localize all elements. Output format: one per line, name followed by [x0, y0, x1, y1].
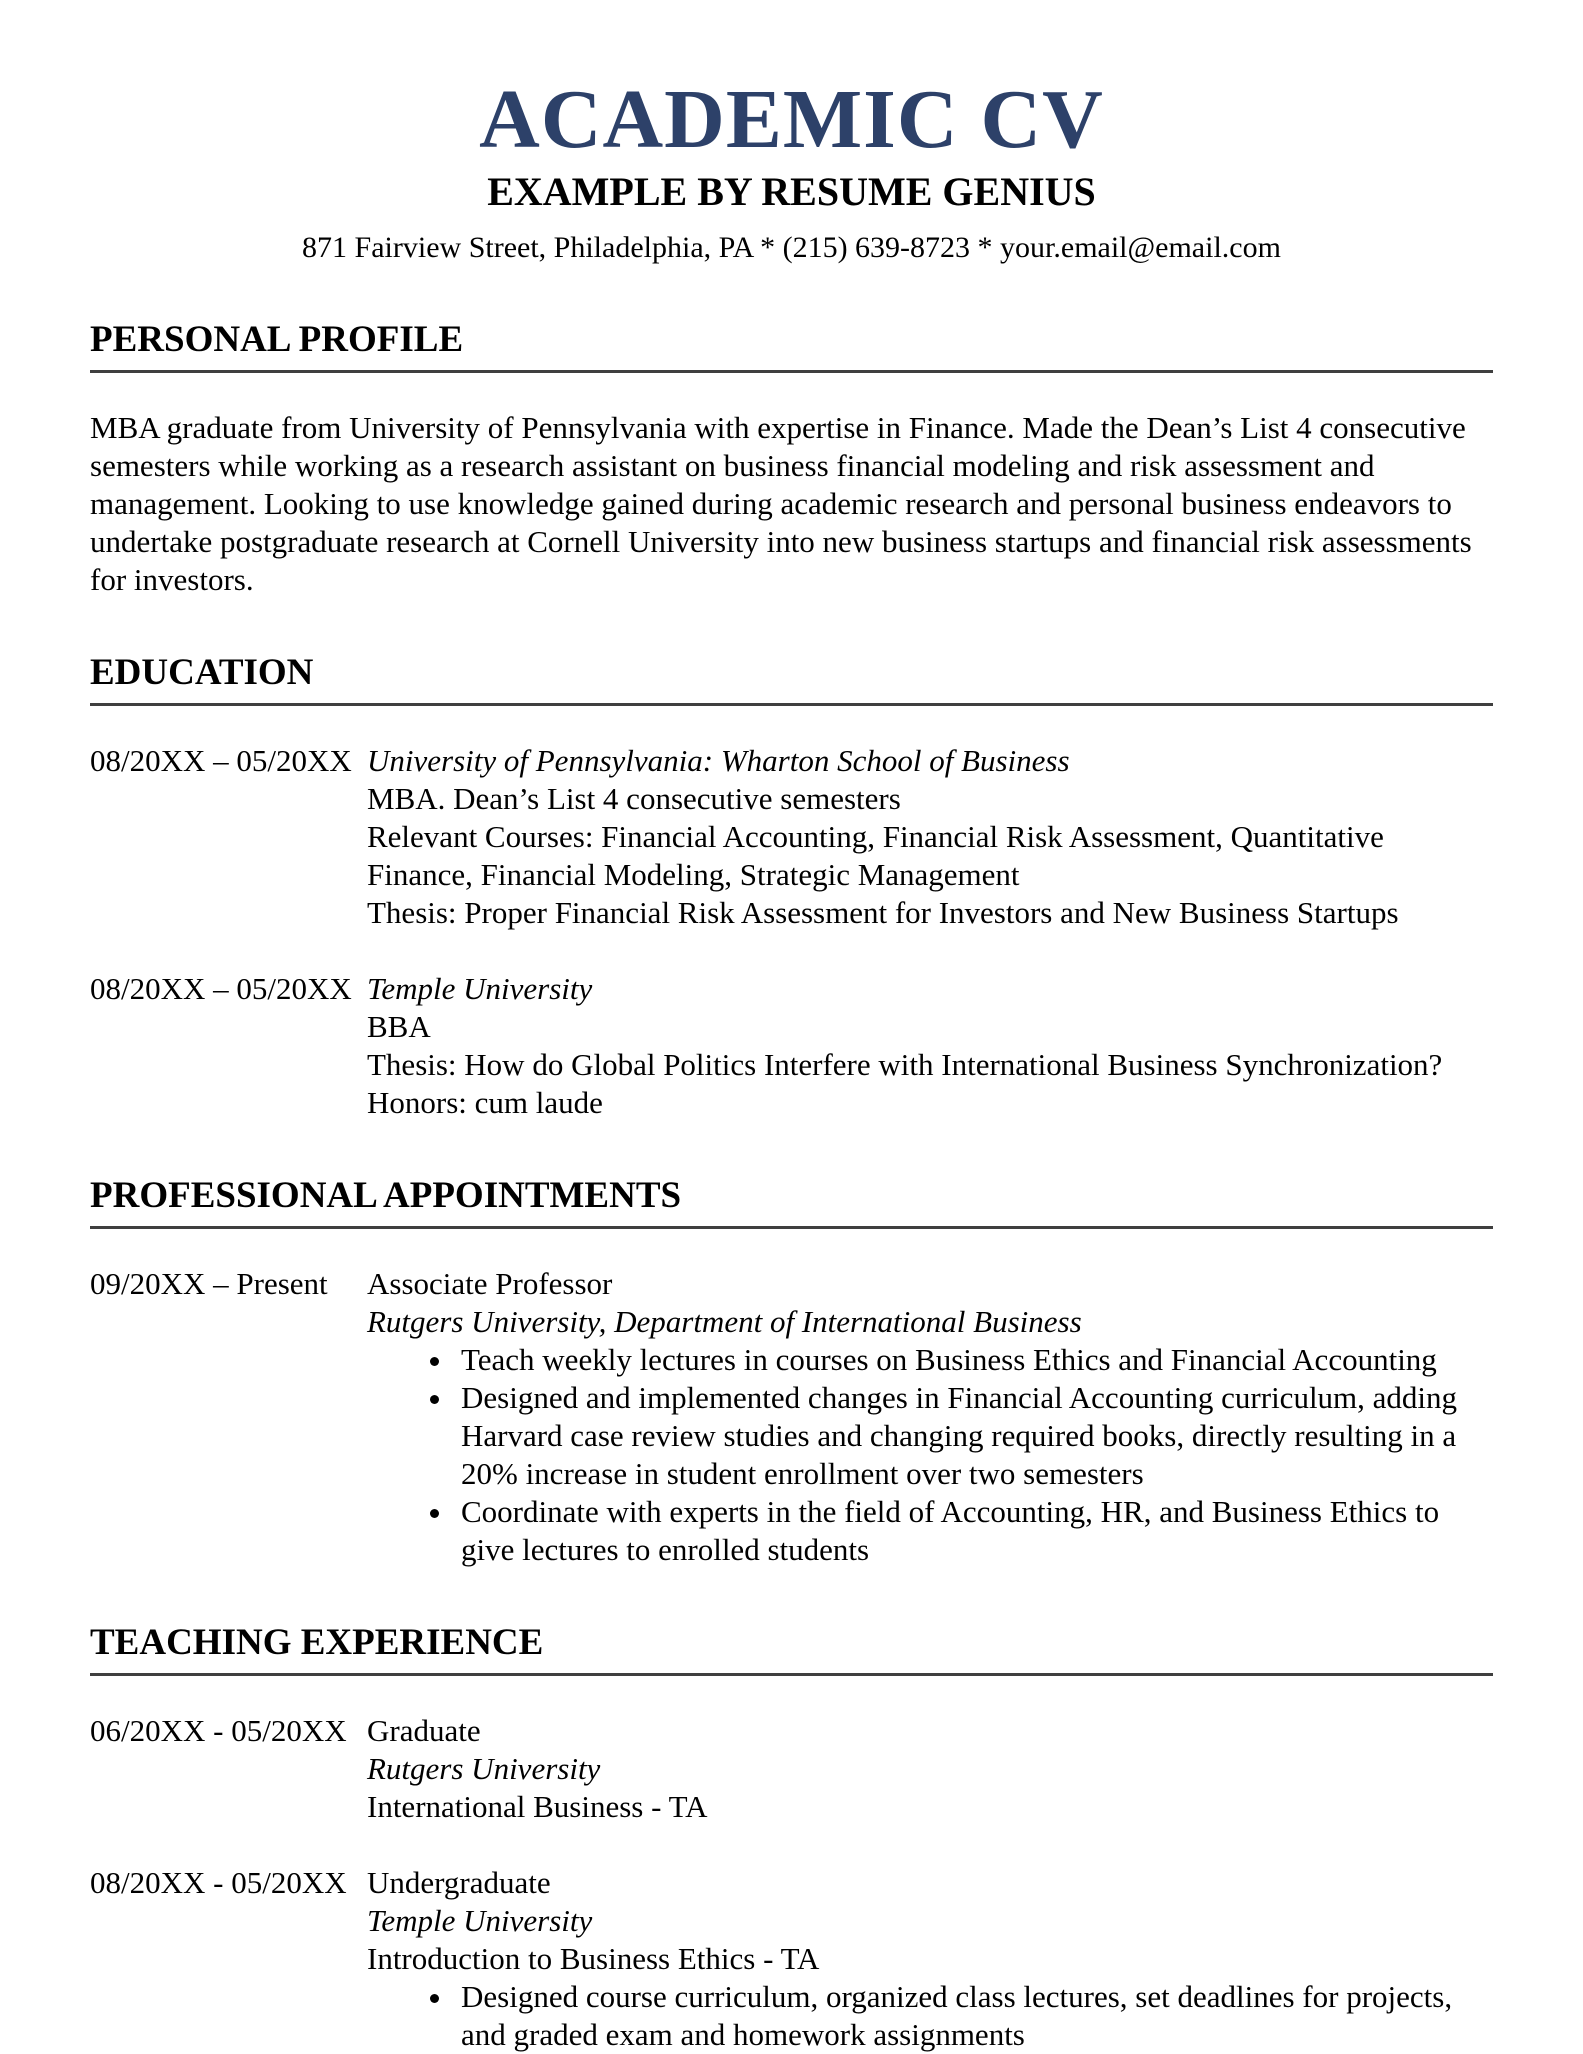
entry-institution: Temple University [367, 1903, 593, 1939]
bullet-item: • Teach weekly lectures in courses on Business Ethics and Financial Accounting [455, 1341, 1493, 1379]
entry-dates: 08/20XX - 05/20XX [90, 1865, 347, 1901]
entry-role: Graduate [367, 1713, 481, 1749]
bullet-item: • Coordinate with experts in the field of Accounting, HR, and Business Ethics to give lectures to enrolled students [455, 1493, 1493, 1569]
page-title: ACADEMIC CV [479, 73, 1104, 166]
entry-course: Introduction to Business Ethics - TA [367, 1941, 820, 1977]
entry-institution: University of Pennsylvania: Wharton School of Business [367, 743, 1070, 779]
entry-institution: Temple University [367, 971, 593, 1007]
section-education [90, 651, 1493, 1122]
entry-line: Relevant Courses: Financial Accounting, Financial Risk Assessment, Quantitative Finance, Financial Modeling, Strategic Management [367, 819, 1384, 893]
entry-line: BBA [367, 1009, 431, 1045]
entry-line: Thesis: Proper Financial Risk Assessment for Investors and New Business Startups [367, 895, 1399, 931]
entry-role: Undergraduate [367, 1865, 551, 1901]
entry-content [367, 970, 1493, 1122]
entry-dates: 08/20XX – 05/20XX [90, 743, 352, 779]
entry-line: MBA. Dean’s List 4 consecutive semesters [367, 781, 901, 817]
entry-institution: Rutgers University, Department of International Business [367, 1304, 1082, 1340]
section-heading-professional-appointments: PROFESSIONAL APPOINTMENTS [90, 1174, 1493, 1229]
entry-line: Honors: cum laude [367, 1085, 603, 1121]
section-personal-profile [90, 318, 1493, 599]
entry-institution: Rutgers University [367, 1751, 601, 1787]
entry-role: Associate Professor [367, 1266, 613, 1302]
bullet-list [367, 1978, 1493, 2054]
section-heading-education: EDUCATION [90, 651, 1493, 706]
bullet-list [367, 1341, 1493, 1569]
teaching-entry [90, 1864, 1493, 2054]
entry-content [367, 1712, 1493, 1826]
entry-content [367, 1265, 1493, 1569]
cv-header [90, 73, 1493, 266]
entry-dates: 09/20XX – Present [90, 1266, 328, 1302]
entry-content [367, 1864, 1493, 2054]
profile-paragraph: MBA graduate from University of Pennsylvania with expertise in Finance. Made the Dean’s List 4 consecutive semesters while working as a research assistant on business financial modeling and risk assessment and management. Looking to use knowledge gained during academic research and personal business endeavors to undertake postgraduate research at Cornell University into new business startups and financial risk assessments for investors. [90, 410, 1472, 598]
teaching-entry [90, 1712, 1493, 1826]
entry-line: Thesis: How do Global Politics Interfere with International Business Synchronization? [367, 1047, 1443, 1083]
education-entry [90, 742, 1493, 932]
entry-content [367, 742, 1493, 932]
education-entry [90, 970, 1493, 1122]
contact-line: 871 Fairview Street, Philadelphia, PA * (215) 639-8723 * your.email@email.com [302, 231, 1281, 265]
section-teaching-experience [90, 1621, 1493, 2054]
section-heading-personal-profile: PERSONAL PROFILE [90, 318, 1493, 373]
entry-dates: 06/20XX - 05/20XX [90, 1713, 347, 1749]
bullet-item: • Designed and implemented changes in Financial Accounting curriculum, adding Harvard case review studies and changing required books, directly resulting in a 20% increase in student enrollment over two semesters [455, 1379, 1493, 1493]
section-heading-teaching-experience: TEACHING EXPERIENCE [90, 1621, 1493, 1676]
entry-course: International Business - TA [367, 1789, 708, 1825]
bullet-item: • Designed course curriculum, organized class lectures, set deadlines for projects, and graded exam and homework assignments [455, 1978, 1493, 2054]
section-professional-appointments [90, 1174, 1493, 1569]
entry-dates: 08/20XX – 05/20XX [90, 971, 352, 1007]
appointment-entry [90, 1265, 1493, 1569]
page-subtitle: EXAMPLE BY RESUME GENIUS [487, 169, 1096, 215]
